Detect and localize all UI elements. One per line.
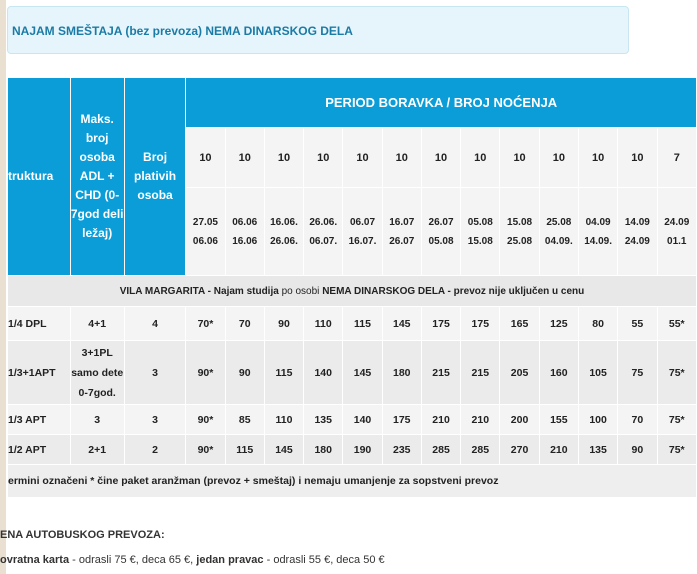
price-cell: 145 (382, 307, 421, 341)
period-cell (421, 188, 460, 276)
period-start: 27.05 (192, 216, 218, 228)
price-cell: 125 (539, 307, 578, 341)
section-part2: po osobi (278, 285, 323, 297)
nights-cell: 10 (421, 128, 460, 188)
paying-persons: 3 (124, 405, 186, 435)
period-end: 06.07. (309, 235, 338, 247)
period-end: 26.07 (389, 235, 415, 247)
period-cell (343, 188, 382, 276)
left-edge-strip (0, 0, 6, 574)
price-cell: 160 (539, 341, 578, 405)
period-end: 04.09. (544, 235, 573, 247)
price-cell: 145 (343, 341, 382, 405)
period-cell (500, 188, 539, 276)
period-start: 06.07 (349, 216, 376, 228)
bus-prices (0, 554, 385, 566)
period-start: 15.08 (507, 216, 533, 228)
period-cell (186, 188, 225, 276)
nights-cell: 10 (539, 128, 578, 188)
price-cell: 70 (618, 405, 657, 435)
price-cell: 180 (304, 435, 343, 465)
price-cell: 85 (225, 405, 264, 435)
period-start: 14.09 (624, 216, 650, 228)
paying-persons: 3 (124, 341, 186, 405)
price-cell: 75* (657, 405, 697, 435)
nights-cell: 10 (461, 128, 500, 188)
price-cell: 90* (186, 405, 225, 435)
price-table-wrapper (7, 77, 690, 527)
price-cell: 75* (657, 341, 697, 405)
price-cell: 210 (461, 405, 500, 435)
period-end: 24.09 (624, 235, 650, 247)
price-cell: 180 (382, 341, 421, 405)
section-part1: VILA MARGARITA - Najam studija (119, 285, 279, 297)
period-cell (539, 188, 578, 276)
price-cell: 215 (421, 341, 460, 405)
nights-cell: 10 (618, 128, 657, 188)
price-cell: 110 (304, 307, 343, 341)
notice-text: NAJAM SMEŠTAJA (bez prevoza) NEMA DINARSKOG DELA (12, 24, 353, 38)
price-cell: 115 (225, 435, 264, 465)
price-cell: 135 (304, 405, 343, 435)
package-note: ermini označeni * čine paket aranžman (prevoz + smeštaj) i nemaju umanjenje za sopstveni prevoz (8, 465, 697, 498)
notice-banner (7, 6, 629, 54)
return-prices: - odrasli 75 €, deca 65 €, (69, 554, 197, 566)
period-start: 16.06. (270, 216, 298, 228)
period-cell (225, 188, 264, 276)
price-cell: 140 (343, 405, 382, 435)
paying-persons: 4 (124, 307, 186, 341)
period-end: 25.08 (507, 235, 533, 247)
table-row (8, 405, 697, 435)
price-cell: 270 (500, 435, 539, 465)
period-end: 16.07. (348, 235, 377, 247)
oneway-label: jedan pravac (196, 554, 264, 566)
period-start: 26.07 (428, 216, 454, 228)
period-end: 16.06 (232, 235, 258, 247)
price-cell: 175 (421, 307, 460, 341)
nights-cell: 10 (225, 128, 264, 188)
nights-cell: 10 (186, 128, 225, 188)
table-row (8, 435, 697, 465)
period-cell (264, 188, 303, 276)
price-cell: 215 (461, 341, 500, 405)
period-cell (304, 188, 343, 276)
price-cell: 75* (657, 435, 697, 465)
period-cell (382, 188, 421, 276)
period-start: 04.09 (585, 216, 611, 228)
price-cell: 210 (421, 405, 460, 435)
price-cell: 100 (578, 405, 617, 435)
period-cell (461, 188, 500, 276)
price-cell: 285 (461, 435, 500, 465)
max-persons: 4+1 (70, 307, 124, 341)
price-cell: 90 (618, 435, 657, 465)
bus-heading: ENA AUTOBUSKOG PREVOZA: (0, 529, 165, 541)
period-end: 26.06. (270, 235, 298, 247)
period-end: 15.08 (467, 235, 493, 247)
price-cell: 200 (500, 405, 539, 435)
price-cell: 145 (264, 435, 303, 465)
price-cell: 75 (618, 341, 657, 405)
nights-cell: 10 (578, 128, 617, 188)
paying-persons: 2 (124, 435, 186, 465)
return-label: ovratna karta (0, 554, 70, 566)
price-cell: 115 (264, 341, 303, 405)
nights-cell: 10 (264, 128, 303, 188)
price-cell: 155 (539, 405, 578, 435)
table-row (8, 307, 697, 341)
max-persons: 3 (70, 405, 124, 435)
section-vila-margarita (8, 276, 697, 307)
price-cell: 235 (382, 435, 421, 465)
period-start: 05.08 (467, 216, 493, 228)
header-period: PERIOD BORAVKA / BROJ NOĆENJA (186, 78, 697, 128)
period-cell (657, 188, 697, 276)
price-cell: 140 (304, 341, 343, 405)
price-cell: 70 (225, 307, 264, 341)
price-cell: 55* (657, 307, 697, 341)
period-end: 06.06 (192, 235, 218, 247)
section-part3: NEMA DINARSKOG DELA - prevoz nije uključen u cenu (322, 285, 585, 297)
nights-cell: 10 (343, 128, 382, 188)
price-cell: 285 (421, 435, 460, 465)
nights-cell: 10 (382, 128, 421, 188)
price-cell: 90 (264, 307, 303, 341)
price-cell: 175 (461, 307, 500, 341)
price-table (7, 77, 697, 498)
room-type: 1/2 APT (8, 435, 71, 465)
period-cell (618, 188, 657, 276)
price-cell: 105 (578, 341, 617, 405)
max-persons: 2+1 (70, 435, 124, 465)
period-end: 01.1 (667, 235, 687, 247)
price-cell: 135 (578, 435, 617, 465)
price-cell: 70* (186, 307, 225, 341)
oneway-prices: - odrasli 55 €, deca 50 € (263, 554, 385, 566)
price-cell: 90* (186, 435, 225, 465)
period-start: 25.08 (546, 216, 572, 228)
price-cell: 115 (343, 307, 382, 341)
period-start: 26.06. (309, 216, 338, 228)
header-struktura: truktura (8, 78, 71, 276)
room-type: 1/3+1APT (8, 341, 71, 405)
price-cell: 205 (500, 341, 539, 405)
price-cell: 190 (343, 435, 382, 465)
period-end: 14.09. (584, 235, 612, 247)
nights-cell: 10 (500, 128, 539, 188)
period-cell (578, 188, 617, 276)
price-cell: 210 (539, 435, 578, 465)
room-type: 1/4 DPL (8, 307, 71, 341)
price-cell: 80 (578, 307, 617, 341)
room-type: 1/3 APT (8, 405, 71, 435)
price-cell: 110 (264, 405, 303, 435)
period-end: 05.08 (428, 235, 454, 247)
nights-cell: 7 (657, 128, 697, 188)
header-paying-persons: Broj plativih osoba (124, 78, 186, 276)
price-cell: 165 (500, 307, 539, 341)
period-start: 06.06 (232, 216, 258, 228)
price-cell: 90 (225, 341, 264, 405)
price-cell: 55 (618, 307, 657, 341)
period-start: 16.07 (389, 216, 415, 228)
price-cell: 175 (382, 405, 421, 435)
nights-cell: 10 (304, 128, 343, 188)
header-max-persons: Maks. broj osoba ADL + CHD (0-7god deli ležaj) (70, 78, 124, 276)
period-start: 24.09 (664, 216, 690, 228)
table-row (8, 341, 697, 405)
price-cell: 90* (186, 341, 225, 405)
max-persons: 3+1PL samo dete 0-7god. (70, 341, 124, 405)
